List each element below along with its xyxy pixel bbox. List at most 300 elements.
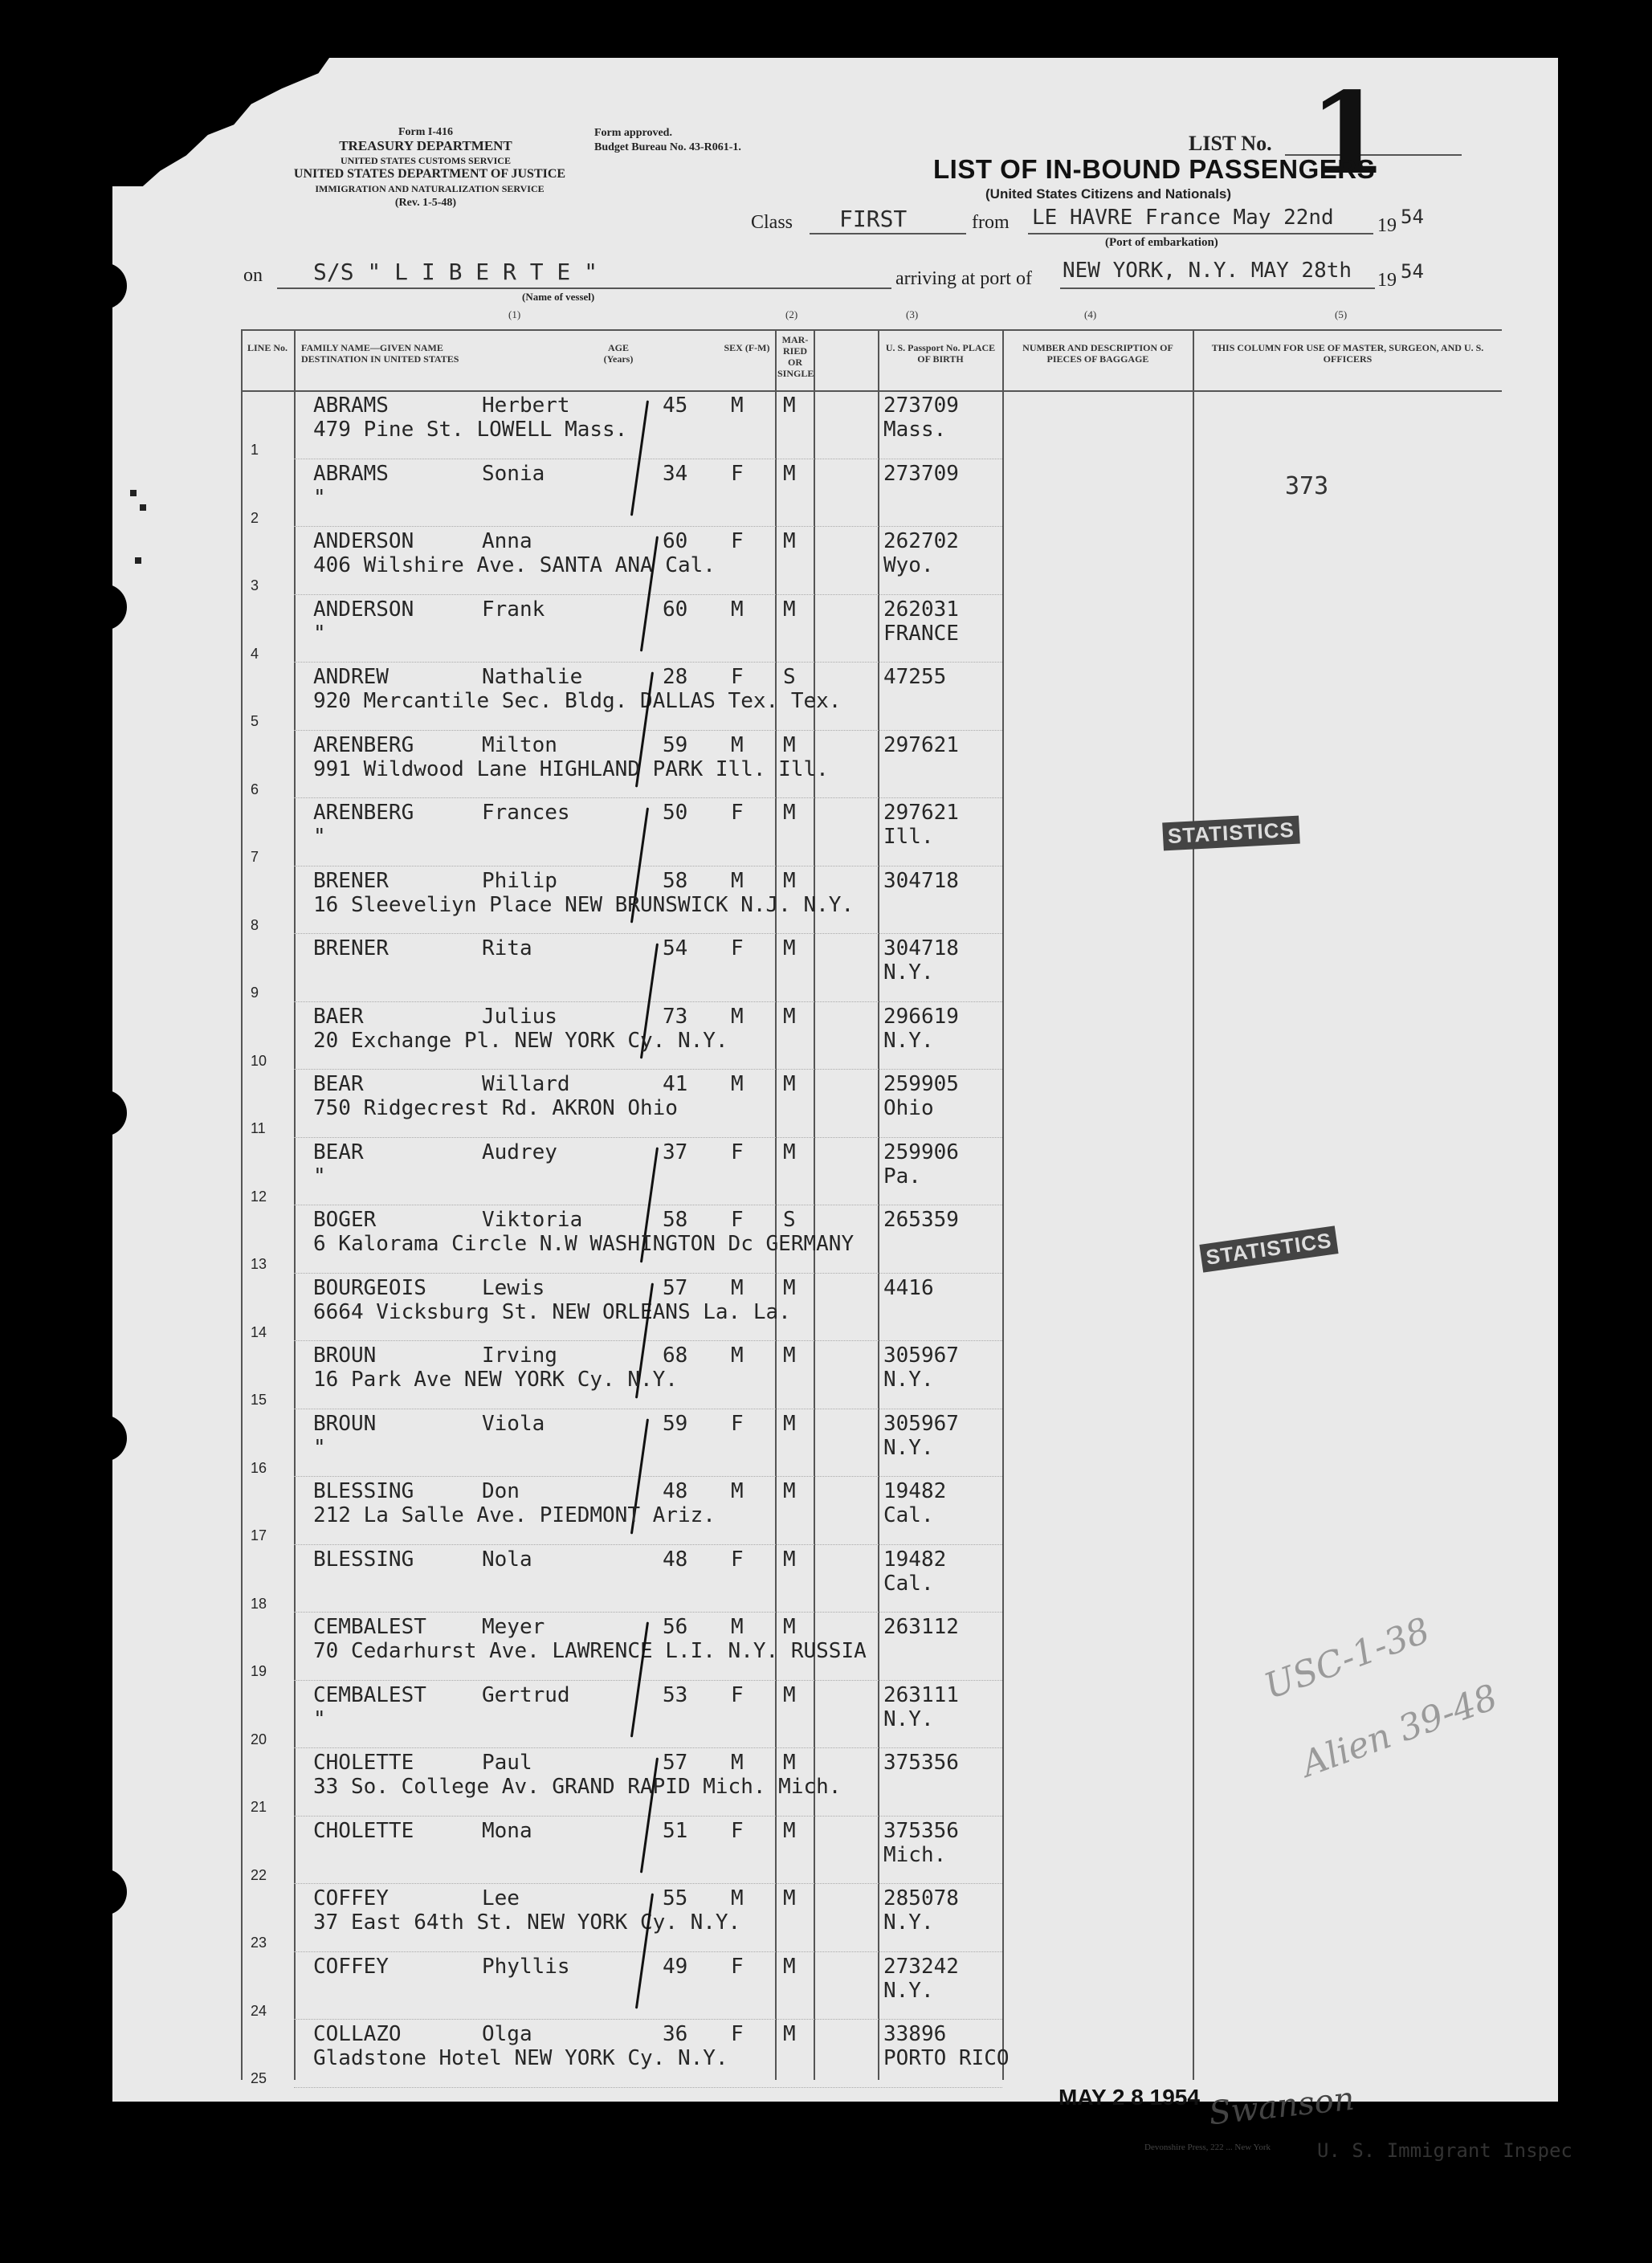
header-officers: THIS COLUMN FOR USE OF MASTER, SURGEON, AND U. S. OFFICERS bbox=[1211, 342, 1484, 365]
col-number-3: (3) bbox=[906, 308, 919, 320]
place-of-birth: N.Y. bbox=[883, 1706, 934, 1731]
table-row bbox=[241, 1410, 1502, 1480]
passport-number: 273709 bbox=[883, 393, 959, 418]
line-number: 1 bbox=[251, 442, 259, 458]
passport-number: 297621 bbox=[883, 732, 959, 757]
col-number-1: (1) bbox=[508, 308, 521, 320]
age: 36 bbox=[663, 2022, 688, 2046]
age: 28 bbox=[663, 665, 688, 689]
given-name: Viktoria bbox=[482, 1208, 583, 1232]
destination: 750 Ridgecrest Rd. AKRON Ohio bbox=[313, 1096, 678, 1120]
given-name: Viola bbox=[482, 1411, 545, 1436]
family-name: BROUN bbox=[313, 1344, 377, 1368]
place-of-birth: N.Y. bbox=[883, 1978, 934, 2003]
destination: " bbox=[313, 1164, 326, 1189]
sex: M bbox=[731, 597, 744, 622]
marital-status: M bbox=[783, 1954, 796, 1979]
line-number: 13 bbox=[251, 1256, 267, 1272]
passport-number: 262702 bbox=[883, 529, 959, 553]
sex: M bbox=[731, 1275, 744, 1300]
line-number: 14 bbox=[251, 1323, 267, 1340]
col-number-2: (2) bbox=[785, 308, 798, 320]
list-no-label: LIST No. bbox=[1189, 132, 1272, 155]
marital-status: M bbox=[783, 1547, 796, 1572]
sex: M bbox=[731, 1615, 744, 1639]
header-age: AGE (Years) bbox=[603, 342, 634, 365]
destination: " bbox=[313, 485, 326, 510]
passport-number: 263111 bbox=[883, 1682, 959, 1707]
header-sex: SEX (F-M) bbox=[724, 342, 770, 353]
age: 68 bbox=[663, 1344, 688, 1368]
sex: F bbox=[731, 1208, 744, 1232]
sex: F bbox=[731, 1818, 744, 1843]
destination: 33 So. College Av. GRAND RAPID Mich. Mich. bbox=[313, 1775, 842, 1799]
marital-status: M bbox=[783, 1004, 796, 1029]
destination: 6 Kalorama Circle N.W WASHINGTON Dc GERMANY bbox=[313, 1232, 855, 1256]
line-number: 6 bbox=[251, 781, 259, 797]
header-line-no: LINE No. bbox=[247, 342, 288, 353]
line-number: 22 bbox=[251, 1866, 267, 1883]
given-name: Lewis bbox=[482, 1275, 545, 1300]
marital-status: M bbox=[783, 1344, 796, 1368]
given-name: Philip bbox=[482, 868, 557, 893]
given-name: Nathalie bbox=[482, 665, 583, 689]
given-name: Phyllis bbox=[482, 1954, 570, 1979]
row-separator bbox=[294, 526, 1002, 527]
family-name: CEMBALEST bbox=[313, 1615, 426, 1639]
inspector-signature: Swanson bbox=[1207, 2080, 1356, 2133]
table-row bbox=[241, 528, 1502, 597]
header-married: MAR- RIED OR SINGLE bbox=[777, 334, 814, 379]
punch-hole bbox=[112, 1415, 127, 1462]
passport-number: 305967 bbox=[883, 1411, 959, 1436]
sex: F bbox=[731, 1547, 744, 1572]
on-label: on bbox=[243, 265, 263, 286]
marital-status: M bbox=[783, 1682, 796, 1707]
sex: F bbox=[731, 1682, 744, 1707]
sex: F bbox=[731, 1954, 744, 1979]
passport-number: 263112 bbox=[883, 1615, 959, 1639]
row-separator bbox=[294, 1544, 1002, 1545]
place-of-birth: Ill. bbox=[883, 825, 934, 849]
age: 37 bbox=[663, 1140, 688, 1164]
place-of-birth: Mass. bbox=[883, 418, 947, 442]
destination: " bbox=[313, 825, 326, 849]
marital-status: M bbox=[783, 1615, 796, 1639]
header-passport: U. S. Passport No. PLACE OF BIRTH bbox=[885, 342, 996, 365]
passport-number: 33896 bbox=[883, 2022, 947, 2046]
passport-number: 305967 bbox=[883, 1344, 959, 1368]
passport-number: 262031 bbox=[883, 597, 959, 622]
page-title: LIST OF IN-BOUND PASSENGERS bbox=[933, 154, 1376, 184]
family-name: CHOLETTE bbox=[313, 1751, 414, 1775]
destination: 991 Wildwood Lane HIGHLAND PARK Ill. Ill. bbox=[313, 756, 829, 781]
vessel-name: S/S " L I B E R T E " bbox=[313, 259, 598, 285]
passport-number: 304718 bbox=[883, 868, 959, 893]
sex: M bbox=[731, 1072, 744, 1096]
destination: 20 Exchange Pl. NEW YORK Cy. N.Y. bbox=[313, 1028, 728, 1053]
table-row bbox=[241, 1885, 1502, 1955]
passport-number: 273242 bbox=[883, 1954, 959, 1979]
table-row bbox=[241, 935, 1502, 1005]
marital-status: M bbox=[783, 1818, 796, 1843]
destination: 920 Mercantile Sec. Bldg. DALLAS Tex. Tex. bbox=[313, 689, 842, 713]
destination: 70 Cedarhurst Ave. LAWRENCE L.I. N.Y. RUSSIA bbox=[313, 1639, 867, 1663]
punch-hole bbox=[112, 1869, 127, 1915]
age: 41 bbox=[663, 1072, 688, 1096]
col-number-4: (4) bbox=[1084, 308, 1097, 320]
line-number: 7 bbox=[251, 849, 259, 865]
row-separator bbox=[294, 2087, 1002, 2088]
given-name: Don bbox=[482, 1479, 520, 1503]
age: 48 bbox=[663, 1547, 688, 1572]
marital-status: M bbox=[783, 1140, 796, 1164]
ins-service: IMMIGRATION AND NATURALIZATION SERVICE bbox=[315, 183, 545, 194]
handwritten-alien-count: Alien 39-48 bbox=[1295, 1676, 1503, 1786]
age: 73 bbox=[663, 1004, 688, 1029]
class-line bbox=[810, 233, 966, 234]
family-name: BRENER bbox=[313, 936, 389, 960]
family-name: BOGER bbox=[313, 1208, 377, 1232]
speck bbox=[130, 490, 137, 496]
given-name: Mona bbox=[482, 1818, 532, 1843]
family-name: ANDERSON bbox=[313, 597, 414, 622]
table-row bbox=[241, 1342, 1502, 1412]
speck bbox=[135, 557, 141, 564]
passport-number: 265359 bbox=[883, 1208, 959, 1232]
family-name: COFFEY bbox=[313, 1954, 389, 1979]
year2-prefix: 19 bbox=[1377, 270, 1397, 291]
family-name: CHOLETTE bbox=[313, 1818, 414, 1843]
table-row bbox=[241, 663, 1502, 733]
arriving-value: NEW YORK, N.Y. MAY 28th bbox=[1063, 259, 1352, 283]
line-number: 5 bbox=[251, 713, 259, 729]
place-of-birth: FRANCE bbox=[883, 621, 959, 646]
table-row bbox=[241, 1003, 1502, 1073]
table-row bbox=[241, 1953, 1502, 2023]
year2-value: 54 bbox=[1401, 260, 1424, 283]
sex: M bbox=[731, 732, 744, 757]
line-number: 23 bbox=[251, 1935, 267, 1951]
treasury-dept: TREASURY DEPARTMENT bbox=[339, 138, 512, 153]
officer-note: 373 bbox=[1285, 472, 1329, 500]
family-name: BEAR bbox=[313, 1140, 364, 1164]
form-number: Form I-416 bbox=[398, 126, 454, 138]
marital-status: M bbox=[783, 461, 796, 486]
destination: " bbox=[313, 1435, 326, 1460]
printer-imprint: Devonshire Press, 222 ... New York bbox=[1144, 2143, 1271, 2152]
marital-status: M bbox=[783, 393, 796, 418]
row-separator bbox=[294, 730, 1002, 731]
given-name: Olga bbox=[482, 2022, 532, 2046]
passport-number: 259905 bbox=[883, 1072, 959, 1096]
line-number: 11 bbox=[251, 1120, 266, 1136]
line-number: 2 bbox=[251, 509, 259, 526]
marital-status: M bbox=[783, 1751, 796, 1775]
sex: F bbox=[731, 1140, 744, 1164]
family-name: ABRAMS bbox=[313, 393, 389, 418]
sex: M bbox=[731, 1344, 744, 1368]
row-separator bbox=[294, 933, 1002, 934]
place-of-birth: N.Y. bbox=[883, 1910, 934, 1935]
place-of-birth: Cal. bbox=[883, 1571, 934, 1596]
header-family-name: FAMILY NAME—GIVEN NAME DESTINATION IN UNITED STATES bbox=[301, 342, 459, 365]
from-line bbox=[1028, 233, 1373, 234]
given-name: Frances bbox=[482, 801, 570, 825]
vessel-note: (Name of vessel) bbox=[522, 291, 595, 303]
destination: Gladstone Hotel NEW YORK Cy. N.Y. bbox=[313, 2046, 728, 2070]
row-separator bbox=[294, 1340, 1002, 1341]
marital-status: M bbox=[783, 732, 796, 757]
given-name: Lee bbox=[482, 1886, 520, 1910]
destination: " bbox=[313, 1706, 326, 1731]
passport-number: 375356 bbox=[883, 1751, 959, 1775]
given-name: Milton bbox=[482, 732, 557, 757]
class-value: FIRST bbox=[839, 206, 908, 232]
given-name: Julius bbox=[482, 1004, 557, 1029]
destination: 406 Wilshire Ave. SANTA ANA Cal. bbox=[313, 553, 716, 577]
family-name: BLESSING bbox=[313, 1479, 414, 1503]
given-name: Willard bbox=[482, 1072, 570, 1096]
marital-status: M bbox=[783, 597, 796, 622]
sex: M bbox=[731, 1886, 744, 1910]
table-row bbox=[241, 2020, 1502, 2090]
sex: M bbox=[731, 393, 744, 418]
age: 59 bbox=[663, 1411, 688, 1436]
place-of-birth: N.Y. bbox=[883, 960, 934, 985]
sex: M bbox=[731, 1004, 744, 1029]
marital-status: M bbox=[783, 1886, 796, 1910]
age: 34 bbox=[663, 461, 688, 486]
family-name: COFFEY bbox=[313, 1886, 389, 1910]
place-of-birth: PORTO RICO bbox=[883, 2046, 1010, 2070]
age: 60 bbox=[663, 529, 688, 553]
line-number: 9 bbox=[251, 985, 259, 1001]
place-of-birth: Mich. bbox=[883, 1842, 947, 1867]
marital-status: M bbox=[783, 2022, 796, 2046]
age: 49 bbox=[663, 1954, 688, 1979]
vessel-line bbox=[277, 287, 891, 289]
destination: 6664 Vicksburg St. NEW ORLEANS La. La. bbox=[313, 1299, 791, 1324]
marital-status: M bbox=[783, 1275, 796, 1300]
budget-bureau: Budget Bureau No. 43-R061-1. bbox=[594, 141, 741, 153]
family-name: BLESSING bbox=[313, 1547, 414, 1572]
family-name: ANDREW bbox=[313, 665, 389, 689]
passport-number: 4416 bbox=[883, 1275, 934, 1300]
family-name: BEAR bbox=[313, 1072, 364, 1096]
passport-number: 297621 bbox=[883, 801, 959, 825]
age: 48 bbox=[663, 1479, 688, 1503]
place-of-birth: Pa. bbox=[883, 1164, 921, 1189]
row-separator bbox=[294, 2019, 1002, 2020]
page-subtitle: (United States Citizens and Nationals) bbox=[985, 186, 1232, 202]
line-number: 20 bbox=[251, 1731, 267, 1747]
place-of-birth: N.Y. bbox=[883, 1028, 934, 1053]
destination: 16 Sleeveliyn Place NEW BRUNSWICK N.J. N.Y. bbox=[313, 892, 855, 917]
arriving-line bbox=[1060, 287, 1375, 289]
table-row bbox=[241, 392, 1502, 462]
sex: F bbox=[731, 665, 744, 689]
destination: 212 La Salle Ave. PIEDMONT Ariz. bbox=[313, 1503, 716, 1527]
from-label: from bbox=[972, 212, 1010, 233]
marital-status: M bbox=[783, 1411, 796, 1436]
age: 57 bbox=[663, 1751, 688, 1775]
line-number: 18 bbox=[251, 1595, 267, 1612]
statistics-stamp: STATISTICS bbox=[1162, 816, 1299, 851]
passport-number: 259906 bbox=[883, 1140, 959, 1164]
passenger-table bbox=[241, 329, 1502, 2086]
line-number: 24 bbox=[251, 2002, 267, 2019]
table-row bbox=[241, 1546, 1502, 1616]
age: 56 bbox=[663, 1615, 688, 1639]
line-number: 15 bbox=[251, 1392, 267, 1408]
age: 50 bbox=[663, 801, 688, 825]
table-row bbox=[241, 1817, 1502, 1887]
marital-status: S bbox=[783, 665, 796, 689]
table-row bbox=[241, 867, 1502, 937]
punch-hole bbox=[112, 1090, 127, 1136]
sex: F bbox=[731, 801, 744, 825]
punch-hole bbox=[112, 584, 127, 630]
family-name: ARENBERG bbox=[313, 801, 414, 825]
table-top-border bbox=[241, 329, 1502, 331]
statistics-stamp: STATISTICS bbox=[1199, 1225, 1338, 1272]
sex: F bbox=[731, 2022, 744, 2046]
line-number: 17 bbox=[251, 1527, 267, 1543]
family-name: BROUN bbox=[313, 1411, 377, 1436]
sex: M bbox=[731, 868, 744, 893]
row-separator bbox=[294, 1476, 1002, 1477]
given-name: Herbert bbox=[482, 393, 570, 418]
marital-status: M bbox=[783, 1479, 796, 1503]
table-row bbox=[241, 732, 1502, 801]
row-separator bbox=[294, 1951, 1002, 1952]
line-number: 16 bbox=[251, 1459, 267, 1476]
passport-number: 296619 bbox=[883, 1004, 959, 1029]
given-name: Audrey bbox=[482, 1140, 557, 1164]
marital-status: M bbox=[783, 868, 796, 893]
sex: M bbox=[731, 1479, 744, 1503]
given-name: Meyer bbox=[482, 1615, 545, 1639]
line-number: 8 bbox=[251, 916, 259, 933]
passport-number: 273709 bbox=[883, 461, 959, 486]
row-separator bbox=[294, 1883, 1002, 1884]
table-row bbox=[241, 1070, 1502, 1140]
passport-number: 19482 bbox=[883, 1479, 947, 1503]
line-number: 21 bbox=[251, 1799, 267, 1815]
age: 51 bbox=[663, 1818, 688, 1843]
age: 60 bbox=[663, 597, 688, 622]
arriving-label: arriving at port of bbox=[895, 268, 1032, 289]
given-name: Paul bbox=[482, 1751, 532, 1775]
place-of-birth: Ohio bbox=[883, 1096, 934, 1120]
row-separator bbox=[294, 1612, 1002, 1613]
place-of-birth: Wyo. bbox=[883, 553, 934, 577]
line-number: 3 bbox=[251, 577, 259, 593]
age: 59 bbox=[663, 732, 688, 757]
col-number-5: (5) bbox=[1335, 308, 1348, 320]
family-name: BOURGEOIS bbox=[313, 1275, 426, 1300]
line-number: 4 bbox=[251, 645, 259, 662]
place-of-birth: N.Y. bbox=[883, 1435, 934, 1460]
sex: F bbox=[731, 461, 744, 486]
destination: 479 Pine St. LOWELL Mass. bbox=[313, 418, 628, 442]
destination: 16 Park Ave NEW YORK Cy. N.Y. bbox=[313, 1368, 678, 1392]
year1-prefix: 19 bbox=[1377, 215, 1397, 236]
row-separator bbox=[294, 1747, 1002, 1748]
row-separator bbox=[294, 662, 1002, 663]
inspector-title: U. S. Immigrant Inspec bbox=[1317, 2139, 1572, 2162]
table-row bbox=[241, 596, 1502, 666]
given-name: Frank bbox=[482, 597, 545, 622]
given-name: Gertrud bbox=[482, 1682, 570, 1707]
customs-service: UNITED STATES CUSTOMS SERVICE bbox=[341, 155, 511, 166]
marital-status: M bbox=[783, 936, 796, 960]
family-name: CEMBALEST bbox=[313, 1682, 426, 1707]
table-row bbox=[241, 1139, 1502, 1209]
passport-number: 19482 bbox=[883, 1547, 947, 1572]
marital-status: M bbox=[783, 1072, 796, 1096]
form-revision: (Rev. 1-5-48) bbox=[394, 197, 457, 209]
destination: 37 East 64th St. NEW YORK Cy. N.Y. bbox=[313, 1910, 741, 1935]
year1-value: 54 bbox=[1401, 206, 1424, 228]
destination: " bbox=[313, 621, 326, 646]
age: 58 bbox=[663, 1208, 688, 1232]
row-separator bbox=[294, 1680, 1002, 1681]
sex: M bbox=[731, 1751, 744, 1775]
given-name: Nola bbox=[482, 1547, 532, 1572]
embarkation-note: (Port of embarkation) bbox=[1105, 236, 1218, 249]
passport-number: 47255 bbox=[883, 665, 947, 689]
given-name: Irving bbox=[482, 1344, 557, 1368]
family-name: ANDERSON bbox=[313, 529, 414, 553]
place-of-birth: N.Y. bbox=[883, 1368, 934, 1392]
marital-status: S bbox=[783, 1208, 796, 1232]
line-number: 12 bbox=[251, 1188, 267, 1205]
family-name: COLLAZO bbox=[313, 2022, 402, 2046]
age: 58 bbox=[663, 868, 688, 893]
family-name: ABRAMS bbox=[313, 461, 389, 486]
justice-dept: UNITED STATES DEPARTMENT OF JUSTICE bbox=[293, 167, 566, 181]
date-stamp: MAY 2 8 1954 bbox=[1059, 2085, 1200, 2110]
passport-number: 304718 bbox=[883, 936, 959, 960]
sex: F bbox=[731, 529, 744, 553]
table-row bbox=[241, 1478, 1502, 1547]
list-number: 1 bbox=[1309, 68, 1388, 200]
row-separator bbox=[294, 1137, 1002, 1138]
family-name: ARENBERG bbox=[313, 732, 414, 757]
table-row bbox=[241, 799, 1502, 869]
place-of-birth: Cal. bbox=[883, 1503, 934, 1527]
table-row bbox=[241, 1274, 1502, 1344]
speck bbox=[140, 504, 146, 511]
handwritten-citizen-count: USC-1-38 bbox=[1258, 1609, 1435, 1708]
passport-number: 375356 bbox=[883, 1818, 959, 1843]
age: 53 bbox=[663, 1682, 688, 1707]
class-label: Class bbox=[751, 212, 793, 233]
punch-hole bbox=[112, 263, 127, 309]
family-name: BRENER bbox=[313, 868, 389, 893]
row-separator bbox=[294, 1069, 1002, 1070]
sex: F bbox=[731, 936, 744, 960]
form-approved: Form approved. bbox=[594, 127, 672, 139]
row-separator bbox=[294, 1273, 1002, 1274]
age: 45 bbox=[663, 393, 688, 418]
given-name: Anna bbox=[482, 529, 532, 553]
line-number: 19 bbox=[251, 1663, 267, 1679]
age: 55 bbox=[663, 1886, 688, 1910]
line-number: 10 bbox=[251, 1052, 267, 1069]
